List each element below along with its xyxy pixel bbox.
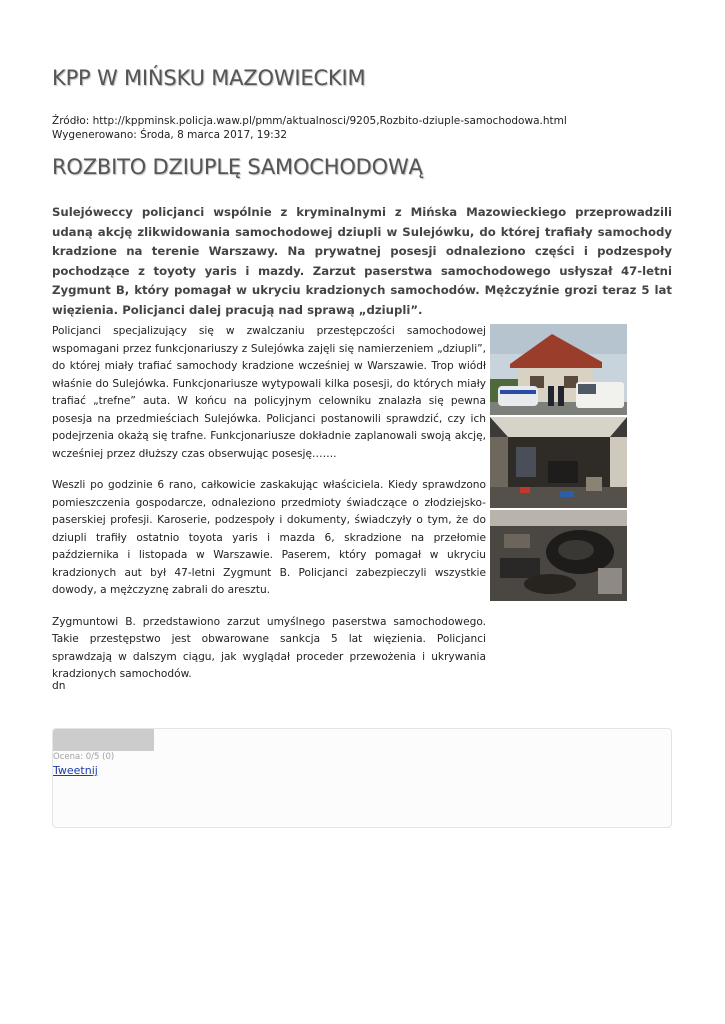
source-url: Źródło: http://kppminsk.policja.waw.pl/pmm/aktualnosci/9205,Rozbito-dziuple-samochodowa.html bbox=[52, 115, 567, 127]
rating-panel bbox=[52, 728, 672, 828]
rating-text: Ocena: 0/5 (0) bbox=[53, 752, 115, 762]
photo-gallery bbox=[490, 324, 628, 603]
generated-date: Wygenerowano: Środa, 8 marca 2017, 19:32 bbox=[52, 129, 288, 141]
photo-garage-interior[interactable] bbox=[490, 417, 627, 508]
article-paragraph: Weszli po godzinie 6 rano, całkowicie zaskakując właściciela. Kiedy sprawdzono pomieszczenia gospodarcze, odnaleziono przedmioty świadczące o złodziejsko-paserskiej profesji. Karoserie, podzespoły i dokumenty, świadczyły o tym, że do dziupli trafiły ostatnio toyota yaris i mazda 6, skradzione na przełomie października i listopada w Warszawie. Paserem, który pomagał w ukryciu kradzionych aut był 47-letni Zygmunt B. Policjanci zabezpieczyli wszystkie dowody, a mężczyznę zabrali do aresztu. bbox=[52, 479, 486, 596]
article-paragraph: Zygmuntowi B. przedstawiono zarzut umyślnego paserstwa samochodowego. Takie przestępstwo jest obwarowane sankcja 5 lat więzienia. Policjanci sprawdzają w dalszym ciągu, jak wyglądał proceder przewożenia i ukrywania kradzionych samochodów. bbox=[52, 615, 486, 680]
article-body bbox=[52, 323, 486, 698]
article-paragraph: Policjanci specjalizujący się w zwalczaniu przestępczości samochodowej wspomagani przez funkcjonariuszy z Sulejówka zajęli się namierzeniem „dziupli”, do której miały trafiać samochody kradzione wcześniej w Warszawie. Trop wiódł właśnie do Sulejówka. Funkcjonariusze wytypowali kilka posesji, do których miały trafiać „trefne” auta. W końcu na policyjnym celowniku znalazła się pewna posesja na przedmieściach Sulejówka. Policjanci postanowili sprawdzić, czy ich podejrzenia okażą się trafne. Funkcjonariusze dokładnie zaplanowali swoją akcję, wcześniej przez dłuższy czas obserwując posesję……. bbox=[52, 325, 486, 460]
site-title: KPP W MIŃSKU MAZOWIECKIM bbox=[52, 66, 366, 90]
tweet-link[interactable]: Tweetnij bbox=[53, 764, 98, 777]
photo-car-parts[interactable] bbox=[490, 510, 627, 601]
photo-house-police-cars[interactable] bbox=[490, 324, 627, 415]
meta-info bbox=[52, 114, 567, 142]
article-title: ROZBITO DZIUPLĘ SAMOCHODOWĄ bbox=[52, 155, 423, 179]
rating-stars-bar[interactable] bbox=[53, 729, 154, 751]
article-lead: Sulejóweccy policjanci wspólnie z kryminalnymi z Mińska Mazowieckiego przeprowadzili udaną akcję zlikwidowania samochodowej dziupli w Sulejówku, do której trafiały samochody kradzione na terenie Warszawy. Na prywatnej posesji odnaleziono części i podzespoły pochodzące z toyoty yaris i mazdy. Zarzut paserstwa samochodowego usłyszał 47-letni Zygmunt B, który pomagał w ukryciu kradzionych samochodów. Mężczyźnie grozi teraz 5 lat więzienia. Policjanci dalej pracują nad sprawą „dziupli”. bbox=[52, 205, 672, 317]
author-signature: dn bbox=[52, 680, 66, 692]
